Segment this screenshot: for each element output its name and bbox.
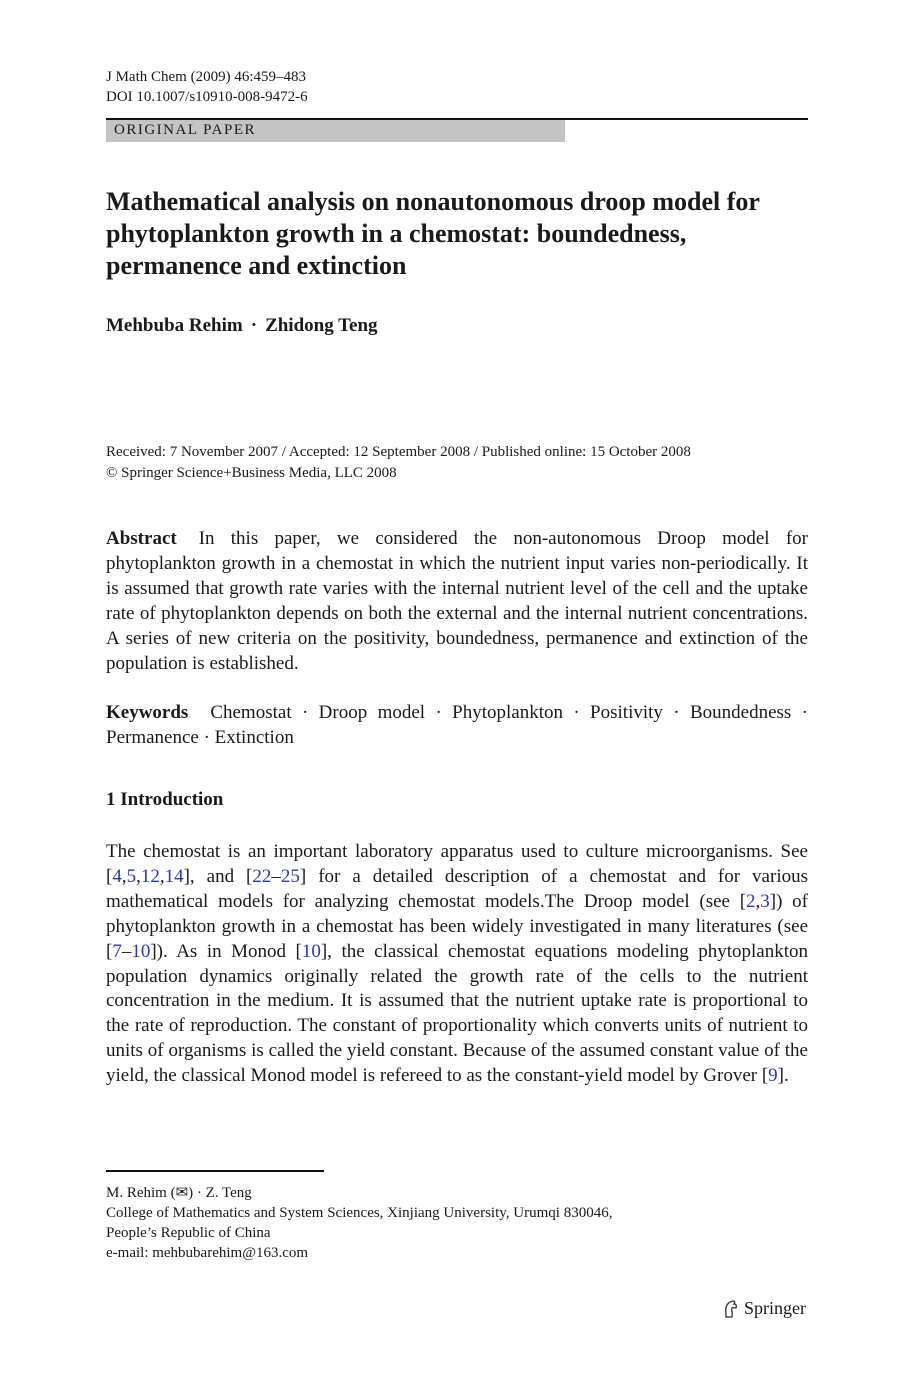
- publisher-logo: [722, 1298, 806, 1319]
- publication-dates: [106, 442, 691, 484]
- author-list: [106, 315, 378, 337]
- keywords: [106, 701, 808, 751]
- text-run: The chemostat is an important laboratory apparatus used to culture microorganisms. See [: [106, 841, 808, 887]
- footnote-affiliation: College of Mathematics and System Sciences, Xinjiang University, Urumqi 830046,: [106, 1205, 613, 1221]
- abstract-label: Abstract: [106, 528, 177, 549]
- citation-link[interactable]: 12: [140, 865, 160, 887]
- author-name: Mehbuba Rehim: [106, 315, 243, 336]
- publisher-name: Springer: [744, 1298, 806, 1318]
- abstract-text: In this paper, we considered the non-autonomous Droop model for phytoplankton growth in a chemostat in which the nutrient input varies non-periodically. It is assumed that growth rate varies with the internal nutrient level of the cell and the uptake rate of phytoplankton depends on both the external and the internal nutrient concentrations. A series of new criteria on the positivity, boundedness, permanence and extinction of the population is established.: [106, 528, 808, 674]
- journal-citation: J Math Chem (2009) 46:459–483: [106, 69, 306, 85]
- footnote-names: M. Rehim (✉) · Z. Teng: [106, 1185, 252, 1201]
- citation-link[interactable]: 2: [746, 890, 756, 912]
- text-run: ] for a detailed description of a chemostat and for various mathematical models for analyzing chemostat models.The Droop model (see [: [106, 865, 808, 912]
- footnote-email: e-mail: mehbubarehim@163.com: [106, 1245, 309, 1261]
- author-name: Zhidong Teng: [265, 315, 378, 336]
- keywords-label: Keywords: [106, 702, 189, 723]
- article-type-band: [106, 120, 565, 142]
- citation-link[interactable]: 14: [164, 865, 184, 887]
- author-footnote: [106, 1183, 612, 1263]
- footnote-rule: [106, 1170, 324, 1172]
- paper-title: Mathematical analysis on nonautonomous droop model for phytoplankton growth in a chemostat: boundedness, permanence and extinction: [106, 187, 760, 280]
- date-history: Received: 7 November 2007 / Accepted: 12 September 2008 / Published online: 15 October 2008: [106, 444, 691, 460]
- text-run: ], the classical chemostat equations modeling phytoplankton population dynamics originally related the growth rate of the cells to the nutrient concentration in the medium. It is assumed that the nutrient uptake rate is proportional to the rate of reproduction. The constant of proportionality which converts units of nutrient to units of organisms is called the yield constant. Because of the assumed constant value of the yield, the classical Monod model is refereed to as the constant-yield model by Grover [: [106, 940, 808, 1087]
- citation-link[interactable]: 4: [112, 865, 122, 887]
- footnote-country: People’s Republic of China: [106, 1225, 271, 1241]
- intro-paragraph: The chemostat is an important laboratory apparatus used to culture microorganisms. See [4,5,12,14], and [22–25] for a detailed description of a chemostat and for various mathematical models for analyzing chemostat models.The Droop model (see [2,3]) of phytoplankton growth in a chemostat has been widely investigated in many literatures (see [7–10]). As in Monod [10], the classical chemostat equations modeling phytoplankton population dynamics originally related the growth rate of the cells to the nutrient concentration in the medium. It is assumed that the nutrient uptake rate is proportional to the rate of reproduction. The constant of proportionality which converts units of nutrient to units of organisms is called the yield constant. Because of the assumed constant value of the yield, the classical Monod model is refereed to as the constant-yield model by Grover [9].: [106, 841, 808, 1087]
- keywords-text: Chemostat · Droop model · Phytoplankton · Positivity · Boundedness · Permanence · Extinction: [106, 702, 808, 748]
- citation-link[interactable]: 25: [280, 865, 300, 887]
- doi: DOI 10.1007/s10910-008-9472-6: [106, 89, 308, 105]
- citation-dash: –: [271, 865, 281, 887]
- citation-link[interactable]: 5: [126, 865, 137, 887]
- text-run: ]) of phytoplankton growth in a chemostat has been widely investigated in many literatures (see [: [106, 890, 808, 962]
- section-heading: 1 Introduction: [106, 789, 224, 810]
- abstract: [106, 527, 808, 676]
- citation-link[interactable]: 22: [252, 865, 272, 887]
- text-run: ]). As in Monod [: [150, 940, 302, 962]
- citation-link[interactable]: 9: [768, 1065, 778, 1087]
- citation-link[interactable]: 3: [760, 890, 770, 912]
- copyright: © Springer Science+Business Media, LLC 2008: [106, 465, 397, 481]
- citation-link[interactable]: 10: [301, 940, 321, 962]
- author-separator: ·: [250, 315, 258, 336]
- text-run: ], and [: [183, 865, 253, 887]
- text-run: ].: [777, 1065, 789, 1087]
- journal-info: [106, 67, 308, 107]
- article-type: ORIGINAL PAPER: [114, 122, 256, 138]
- citation-link[interactable]: 7: [112, 940, 122, 962]
- citation-link[interactable]: 10: [131, 940, 151, 962]
- springer-horse-icon: [722, 1299, 740, 1319]
- citation-dash: –: [121, 940, 132, 962]
